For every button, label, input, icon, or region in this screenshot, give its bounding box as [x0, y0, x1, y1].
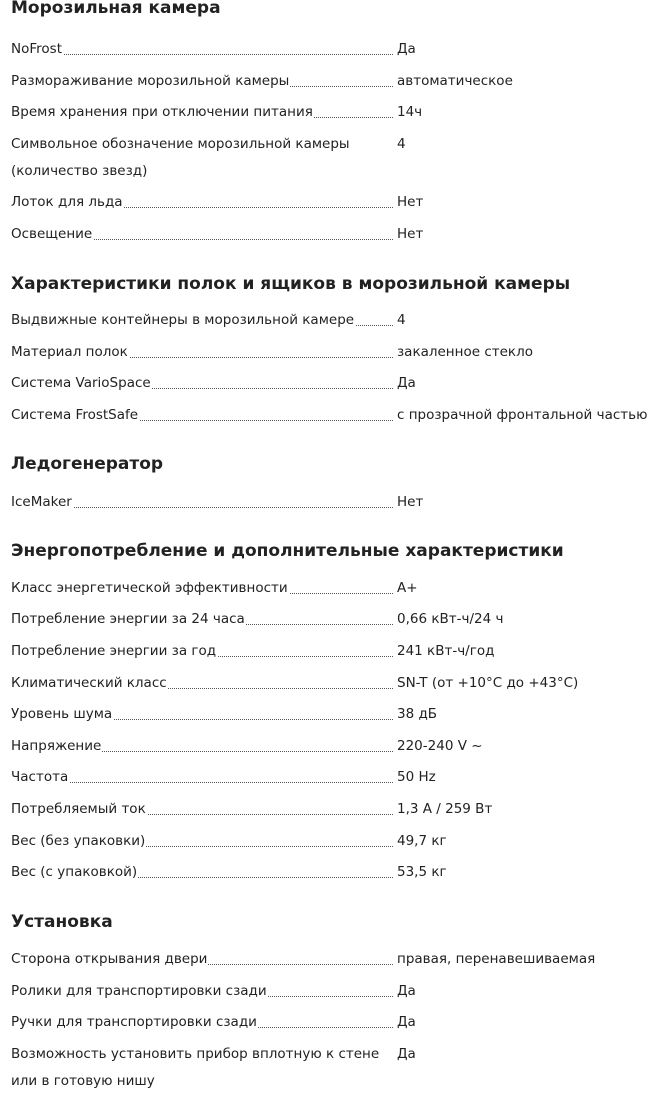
spec-list [0, 575, 659, 886]
spec-list [0, 489, 659, 516]
spec-label: Лоток для льда [11, 194, 123, 211]
section-freezer [0, 0, 659, 248]
spec-label: Класс энергетической эффективности [11, 579, 288, 596]
spec-row [0, 796, 659, 823]
spec-value: Да [397, 982, 416, 999]
spec-value: 0,66 кВт-ч/24 ч [397, 611, 504, 628]
spec-label-wrap [11, 701, 393, 728]
spec-label: Система FrostSafe [11, 406, 139, 423]
section-shelves [0, 274, 659, 429]
spec-label-wrap [11, 307, 393, 334]
spec-label-wrap [11, 828, 393, 855]
spec-label-wrap [11, 221, 393, 248]
spec-row [0, 764, 659, 791]
spec-row [0, 946, 659, 973]
spec-label-wrap [11, 638, 393, 665]
section-title: Характеристики полок и ящиков в морозильной камеры [11, 273, 571, 294]
spec-row [0, 828, 659, 855]
spec-row [0, 99, 659, 126]
spec-value: A+ [397, 579, 418, 596]
spec-label: Частота [11, 769, 69, 786]
spec-list [0, 946, 659, 1095]
spec-value: 220-240 V ~ [397, 737, 483, 754]
spec-label-wrap [11, 1009, 393, 1036]
spec-row [0, 221, 659, 248]
spec-row [0, 131, 659, 185]
spec-label-wrap [11, 946, 393, 973]
spec-label: Уровень шума [11, 706, 113, 723]
spec-row [0, 189, 659, 216]
spec-row [0, 370, 659, 397]
spec-row [0, 638, 659, 665]
spec-label-wrap [11, 189, 393, 216]
spec-row [0, 307, 659, 334]
section-energy [0, 541, 659, 886]
spec-label: Сторона открывания двери [11, 951, 208, 968]
spec-row [0, 339, 659, 366]
spec-value: с прозрачной фронтальной частью [397, 406, 648, 423]
spec-label-wrap [11, 575, 393, 602]
spec-value: 50 Hz [397, 769, 436, 786]
spec-row [0, 978, 659, 1005]
spec-label-wrap [11, 796, 393, 823]
spec-row [0, 68, 659, 95]
spec-label: Климатический класс [11, 674, 167, 691]
spec-label: IceMaker [11, 493, 72, 510]
spec-value: 49,7 кг [397, 832, 447, 849]
spec-label: Размораживание морозильной камеры [11, 72, 290, 89]
spec-value: 241 кВт-ч/год [397, 642, 495, 659]
spec-label: Материал полок [11, 343, 128, 360]
spec-list [0, 307, 659, 429]
spec-label-wrap [11, 68, 393, 95]
spec-value: 4 [397, 135, 406, 152]
spec-label-wrap [11, 370, 393, 397]
spec-row [0, 733, 659, 760]
spec-label-wrap [11, 859, 393, 886]
spec-value: Нет [397, 225, 424, 242]
spec-row [0, 402, 659, 429]
spec-label: Вес (с упаковкой) [11, 864, 138, 881]
spec-label: NoFrost [11, 41, 62, 57]
spec-row [0, 36, 659, 63]
spec-label-wrap [11, 489, 393, 516]
spec-label: Вес (без упаковки) [11, 832, 146, 849]
section-icemaker [0, 454, 659, 516]
spec-label-wrap [11, 606, 393, 633]
section-title: Ледогенератор [11, 453, 164, 474]
spec-row [0, 489, 659, 516]
spec-label: Ролики для транспортировки сзади [11, 982, 267, 999]
spec-value: автоматическое [397, 72, 513, 89]
spec-label-wrap [11, 764, 393, 791]
spec-label-wrap [11, 131, 393, 185]
section-installation [0, 912, 659, 1095]
section-title: Установка [11, 912, 113, 933]
spec-label: Потребляемый ток [11, 800, 146, 817]
spec-label-wrap [11, 733, 393, 760]
spec-label: Ручки для транспортировки сзади [11, 1014, 257, 1031]
spec-label-wrap [11, 978, 393, 1005]
section-title: Морозильная камера [11, 0, 221, 18]
spec-value: Да [397, 1045, 416, 1062]
spec-value: 14ч [397, 104, 423, 121]
spec-label: Потребление энергии за 24 часа [11, 611, 245, 628]
spec-row [0, 701, 659, 728]
spec-label-wrap [11, 339, 393, 366]
spec-value: Да [397, 1014, 416, 1031]
spec-value: 4 [397, 311, 406, 328]
spec-value: SN-T (от +10°C до +43°C) [397, 674, 579, 691]
spec-value: Нет [397, 194, 424, 211]
spec-row [0, 606, 659, 633]
spec-value: закаленное стекло [397, 343, 533, 360]
section-title: Энергопотребление и дополнительные характеристики [11, 540, 564, 561]
spec-label-wrap [11, 99, 393, 126]
spec-label-wrap [11, 36, 393, 63]
spec-row [0, 1009, 659, 1036]
spec-label: Освещение [11, 225, 93, 242]
spec-label: Напряжение [11, 737, 102, 754]
spec-value: 1,3 A / 259 Вт [397, 800, 493, 817]
spec-value: правая, перенавешиваемая [397, 951, 596, 968]
spec-value: Да [397, 375, 416, 392]
spec-label: Система VarioSpace [11, 375, 151, 392]
spec-row [0, 575, 659, 602]
spec-row [0, 859, 659, 886]
spec-row [0, 670, 659, 697]
spec-value: Да [397, 41, 416, 57]
spec-label: Время хранения при отключении питания [11, 104, 313, 121]
spec-value: 53,5 кг [397, 864, 447, 881]
spec-label-wrap [11, 670, 393, 697]
spec-label: Потребление энергии за год [11, 642, 217, 659]
spec-label-wrap [11, 402, 393, 429]
spec-label: Возможность установить прибор вплотную к стене или в готовую нишу [11, 1041, 382, 1095]
spec-list [0, 36, 659, 248]
spec-label: Символьное обозначение морозильной камеры (количество звезд) [11, 131, 382, 185]
spec-label: Выдвижные контейнеры в морозильной камере [11, 311, 355, 328]
spec-value: Нет [397, 493, 424, 510]
spec-value: 38 дБ [397, 706, 438, 723]
